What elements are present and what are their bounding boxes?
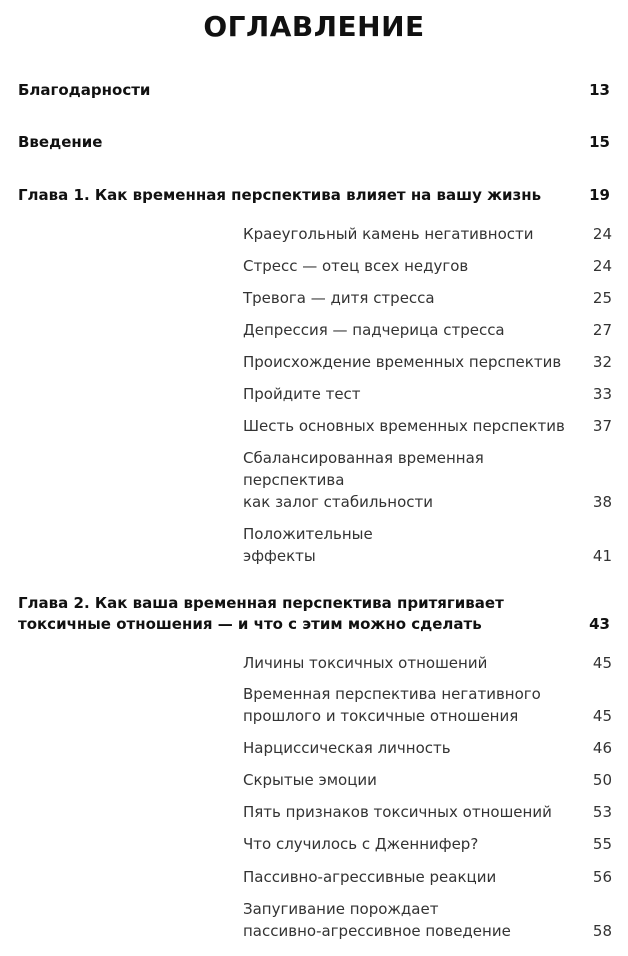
toc-subentry[interactable] [243, 866, 612, 888]
toc-subentry-page: 41 [592, 547, 612, 565]
toc-subentry-label-line: Положительные [243, 525, 373, 543]
toc-subentry-label: Депрессия — падчерица стресса [243, 321, 505, 339]
toc-subentry-label-line: пассивно-агрессивное поведение [243, 922, 511, 940]
toc-subentry-page: 32 [592, 353, 612, 371]
toc-entry-page: 43 [589, 615, 610, 633]
toc-subentry-label-line: как залог стабильности [243, 493, 433, 511]
toc-subentry-page: 25 [592, 289, 612, 307]
toc-subentry-label: Что случилось с Дженнифер? [243, 835, 479, 853]
toc-subentry[interactable] [243, 447, 612, 513]
toc-entry-label: Введение [18, 133, 103, 151]
toc-entry-label-line: токсичные отношения — и что с этим можно сделать [18, 615, 482, 633]
toc-subentry-label: Пройдите тест [243, 385, 361, 403]
toc-subentry-page: 45 [592, 707, 612, 725]
toc-subentry-page: 56 [592, 868, 612, 886]
toc-subentry[interactable] [243, 801, 612, 823]
toc-subentry[interactable] [243, 415, 612, 437]
toc-subentry[interactable] [243, 223, 612, 245]
toc-subentry-label-line: Сбалансированная временная [243, 449, 484, 467]
toc-subentry[interactable] [243, 523, 612, 567]
toc-subentry[interactable] [243, 769, 612, 791]
toc-entry-acknowledgements[interactable] [18, 80, 610, 101]
toc-subentry-page: 46 [592, 739, 612, 757]
toc-entry-chapter-1[interactable] [18, 185, 610, 206]
toc-subentry[interactable] [243, 898, 612, 942]
toc-subentry-page: 58 [592, 922, 612, 940]
toc-subentry-page: 37 [592, 417, 612, 435]
toc-subentry-page: 55 [592, 835, 612, 853]
toc-subentry[interactable] [243, 319, 612, 341]
toc-subentry[interactable] [243, 351, 612, 373]
toc-entry-label-line: Глава 2. Как ваша временная перспектива притягивает [18, 594, 504, 612]
toc-subentry-page: 33 [592, 385, 612, 403]
toc-subentry[interactable] [243, 833, 612, 855]
toc-subentry[interactable] [243, 737, 612, 759]
page-title: ОГЛАВЛЕНИЕ [203, 10, 425, 43]
toc-subentry-label: Скрытые эмоции [243, 771, 377, 789]
toc-subentry-page: 24 [592, 225, 612, 243]
toc-entry-introduction[interactable] [18, 132, 610, 153]
toc-subentry-label: Шесть основных временных перспектив [243, 417, 565, 435]
toc-subentry[interactable] [243, 383, 612, 405]
toc-subentry-label-line: перспектива [243, 471, 345, 489]
toc-subentry-label-line: прошлого и токсичные отношения [243, 707, 519, 725]
toc-subentry-label-line: эффекты [243, 547, 316, 565]
toc-subentry[interactable] [243, 652, 612, 674]
toc-subentry-label: Пассивно-агрессивные реакции [243, 868, 497, 886]
toc-subentry-label: Происхождение временных перспектив [243, 353, 562, 371]
toc-subentry-page: 24 [592, 257, 612, 275]
toc-subentry-page: 53 [592, 803, 612, 821]
toc-subentry-label: Стресс — отец всех недугов [243, 257, 469, 275]
toc-subentry-page: 50 [592, 771, 612, 789]
toc-subentry[interactable] [243, 287, 612, 309]
toc-entry-chapter-2[interactable] [18, 593, 610, 635]
toc-subentry-label: Нарциссическая личность [243, 739, 451, 757]
toc-subentry-label: Личины токсичных отношений [243, 654, 488, 672]
toc-entry-page: 19 [589, 186, 610, 204]
toc-subentry-label: Краеугольный камень негативности [243, 225, 534, 243]
toc-entry-page: 15 [589, 133, 610, 151]
toc-subentry-label-line: Временная перспектива негативного [243, 685, 541, 703]
toc-subentry-page: 38 [592, 493, 612, 511]
toc-subentry-page: 27 [592, 321, 612, 339]
toc-entry-label: Глава 1. Как временная перспектива влияет на вашу жизнь [18, 186, 542, 204]
toc-subentry-label: Тревога — дитя стресса [243, 289, 435, 307]
toc-subentry-label: Пять признаков токсичных отношений [243, 803, 552, 821]
toc-subentry-label-line: Запугивание порождает [243, 900, 439, 918]
toc-entry-label: Благодарности [18, 81, 151, 99]
toc-subentry[interactable] [243, 255, 612, 277]
toc-subentry-page: 45 [592, 654, 612, 672]
toc-subentry[interactable] [243, 683, 612, 727]
toc-entry-page: 13 [589, 81, 610, 99]
